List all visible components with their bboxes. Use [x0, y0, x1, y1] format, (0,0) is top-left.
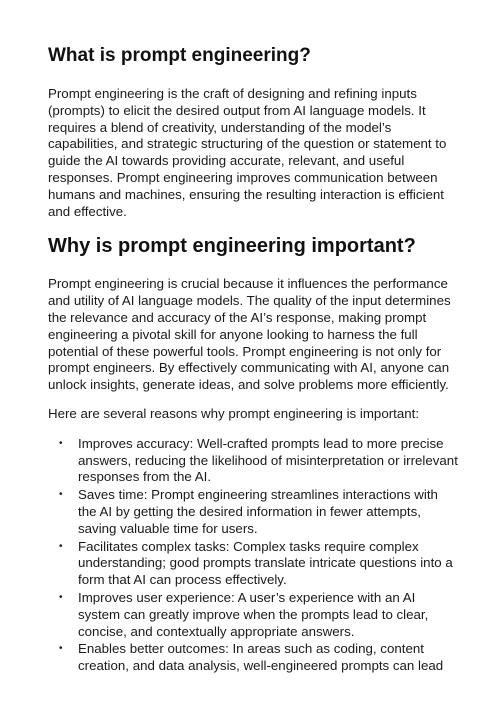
- reasons-list: [48, 436, 458, 675]
- heading-what-is-prompt-engineering: What is prompt engineering?: [48, 45, 311, 66]
- document-page: [48, 44, 458, 676]
- list-item-text: Facilitates complex tasks: Complex tasks require complex understanding; good prompts translate intricate questions into a form that AI can process effectively.: [78, 538, 453, 588]
- list-item: [48, 487, 458, 537]
- list-item-text: Improves accuracy: Well-crafted prompts lead to more precise answers, reducing the likelihood of misinterpretation or irrelevant responses from the AI.: [78, 435, 458, 485]
- bullet-icon: •: [59, 540, 63, 552]
- list-item-text: Improves user experience: A user’s experience with an AI system can greatly improve when the prompts lead to clear, concise, and contextually appropriate answers.: [78, 589, 429, 639]
- bullet-icon: •: [59, 437, 63, 449]
- paragraph-definition: Prompt engineering is the craft of designing and refining inputs (prompts) to elicit the desired output from AI language models. It requires a blend of creativity, understanding of the model’s capabilities, and strategic structuring of the question or statement to guide the AI towards providing accurate, relevant, and useful responses. Prompt engineering improves communication between humans and machines, ensuring the resulting interaction is efficient and effective.: [48, 86, 447, 219]
- list-item: [48, 590, 458, 640]
- paragraph-importance: Prompt engineering is crucial because it influences the performance and utility of AI language models. The quality of the input determines the relevance and accuracy of the AI’s response, making prompt engineering a pivotal skill for anyone looking to harness the full potential of these powerful tools. Prompt engineering is not only for prompt engineers. By effectively communicating with AI, anyone can unlock insights, generate ideas, and solve problems more efficiently.: [48, 276, 451, 393]
- list-item: [48, 539, 458, 589]
- heading-why-important: Why is prompt engineering important?: [48, 235, 416, 258]
- bullet-icon: •: [59, 643, 63, 655]
- list-item: [48, 436, 458, 486]
- list-item-text: Enables better outcomes: In areas such as coding, content creation, and data analysis, well-engineered prompts can lead: [78, 641, 444, 674]
- bullet-icon: •: [59, 591, 63, 603]
- list-item: [48, 641, 458, 675]
- list-intro: Here are several reasons why prompt engineering is important:: [48, 405, 420, 421]
- list-item-text: Saves time: Prompt engineering streamlines interactions with the AI by getting the desired information in fewer attempts, saving valuable time for users.: [78, 487, 438, 536]
- bullet-icon: •: [59, 489, 63, 501]
